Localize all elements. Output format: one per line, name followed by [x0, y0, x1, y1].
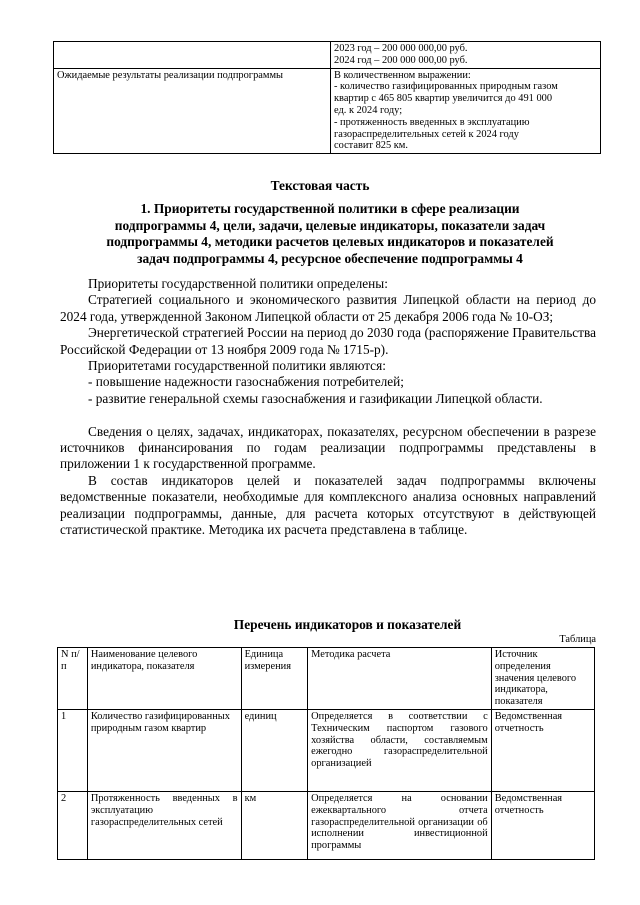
- summary-value-line: газораспределительных сетей к 2024 году: [334, 128, 519, 140]
- summary-table: [53, 41, 601, 154]
- row-source: Ведомственная отчетность: [491, 709, 594, 791]
- section-title: Текстовая часть: [270, 178, 370, 193]
- paragraph: - повышение надежности газоснабжения потребителей;: [88, 374, 404, 390]
- summary-value-line: ед. к 2024 году;: [334, 104, 403, 116]
- column-header-number: N п/п: [58, 648, 88, 710]
- paragraph: Сведения о целях, задачах, индикаторах, показателях, ресурсном обеспечении в разрезе источников финансирования по годам реализации подпрограммы представлены в приложении 1 к государственной программе.: [60, 423, 596, 472]
- indicators-header-row: [58, 648, 595, 710]
- table-row: [58, 709, 595, 791]
- row-number: 2: [58, 791, 88, 859]
- row-number: 1: [58, 709, 88, 791]
- summary-row-results: [54, 68, 601, 154]
- column-header-unit: Единица измерения: [241, 648, 308, 710]
- body-text: [60, 276, 596, 538]
- section-heading: [60, 201, 600, 267]
- paragraph: Приоритеты государственной политики определены:: [88, 276, 388, 291]
- summary-value: [331, 42, 601, 69]
- summary-label: [54, 42, 331, 69]
- column-header-name: Наименование целевого индикатора, показателя: [87, 648, 241, 710]
- summary-row-financing: [54, 42, 601, 69]
- summary-value-line: - количество газифицированных природным газом: [334, 81, 558, 93]
- column-header-source: Источник определения значения целевого индикатора, показателя: [491, 648, 594, 710]
- paragraph: Приоритетами государственной политики являются:: [88, 358, 386, 374]
- row-name: Количество газифицированных природным газом квартир: [87, 709, 241, 791]
- heading-line: подпрограммы 4, цели, задачи, целевые индикаторы, показатели задач: [114, 217, 546, 233]
- paragraph-spacer: [60, 407, 596, 423]
- summary-value-line: 2023 год – 200 000 000,00 руб.: [334, 43, 468, 54]
- summary-value-line: квартир с 465 805 квартир увеличится до 491 000: [334, 93, 553, 105]
- paragraph: В состав индикаторов целей и показателей задач подпрограммы включены ведомственные показатели, необходимые для комплексного анализа основных направлений реализации подпрограммы, данные, для расчета которых отсутствуют в действующей статистической практике. Методика их расчета представлена в таблице.: [60, 472, 596, 538]
- indicators-table-title: Перечень индикаторов и показателей: [233, 617, 462, 632]
- summary-value: [331, 68, 601, 154]
- paragraph: - развитие генеральной схемы газоснабжения и газификации Липецкой области.: [88, 390, 543, 406]
- row-unit: единиц: [241, 709, 308, 791]
- paragraph: Энергетической стратегией России на период до 2030 года (распоряжение Правительства Российской Федерации от 13 ноября 2009 года № 1715-р).: [60, 325, 596, 357]
- indicators-table: [57, 647, 595, 860]
- indicators-table-caption: Таблица: [559, 634, 596, 645]
- summary-value-line: В количественном выражении:: [334, 69, 471, 81]
- heading-line: 1. Приоритеты государственной политики в сфере реализации: [140, 201, 520, 216]
- summary-value-line: - протяженность введенных в эксплуатацию: [334, 116, 530, 128]
- row-method: Определяется на основании ежеквартального отчета газораспределительной организации об исполнении инвестиционной программы: [308, 791, 492, 859]
- summary-value-line: составит 825 км.: [334, 140, 408, 152]
- summary-value-line: 2024 год – 200 000 000,00 руб.: [334, 54, 468, 66]
- row-source: Ведомственная отчетность: [491, 791, 594, 859]
- paragraph: Стратегией социального и экономического развития Липецкой области на период до 2024 года, утвержденной Законом Липецкой области от 25 декабря 2006 года № 10-ОЗ;: [60, 292, 596, 324]
- row-name: Протяженность введенных в эксплуатацию газораспределительных сетей: [87, 791, 241, 859]
- heading-line: задач подпрограммы 4, ресурсное обеспечение подпрограммы 4: [137, 250, 523, 266]
- heading-line: подпрограммы 4, методики расчетов целевых индикаторов и показателей: [106, 234, 554, 250]
- row-unit: км: [241, 791, 308, 859]
- column-header-method: Методика расчета: [308, 648, 492, 710]
- row-method: Определяется в соответствии с Техническим паспортом газового хозяйства области, составляемым ежегодно газораспределительной организацией: [308, 709, 492, 791]
- table-row: [58, 791, 595, 859]
- summary-label: Ожидаемые результаты реализации подпрограммы: [54, 68, 331, 154]
